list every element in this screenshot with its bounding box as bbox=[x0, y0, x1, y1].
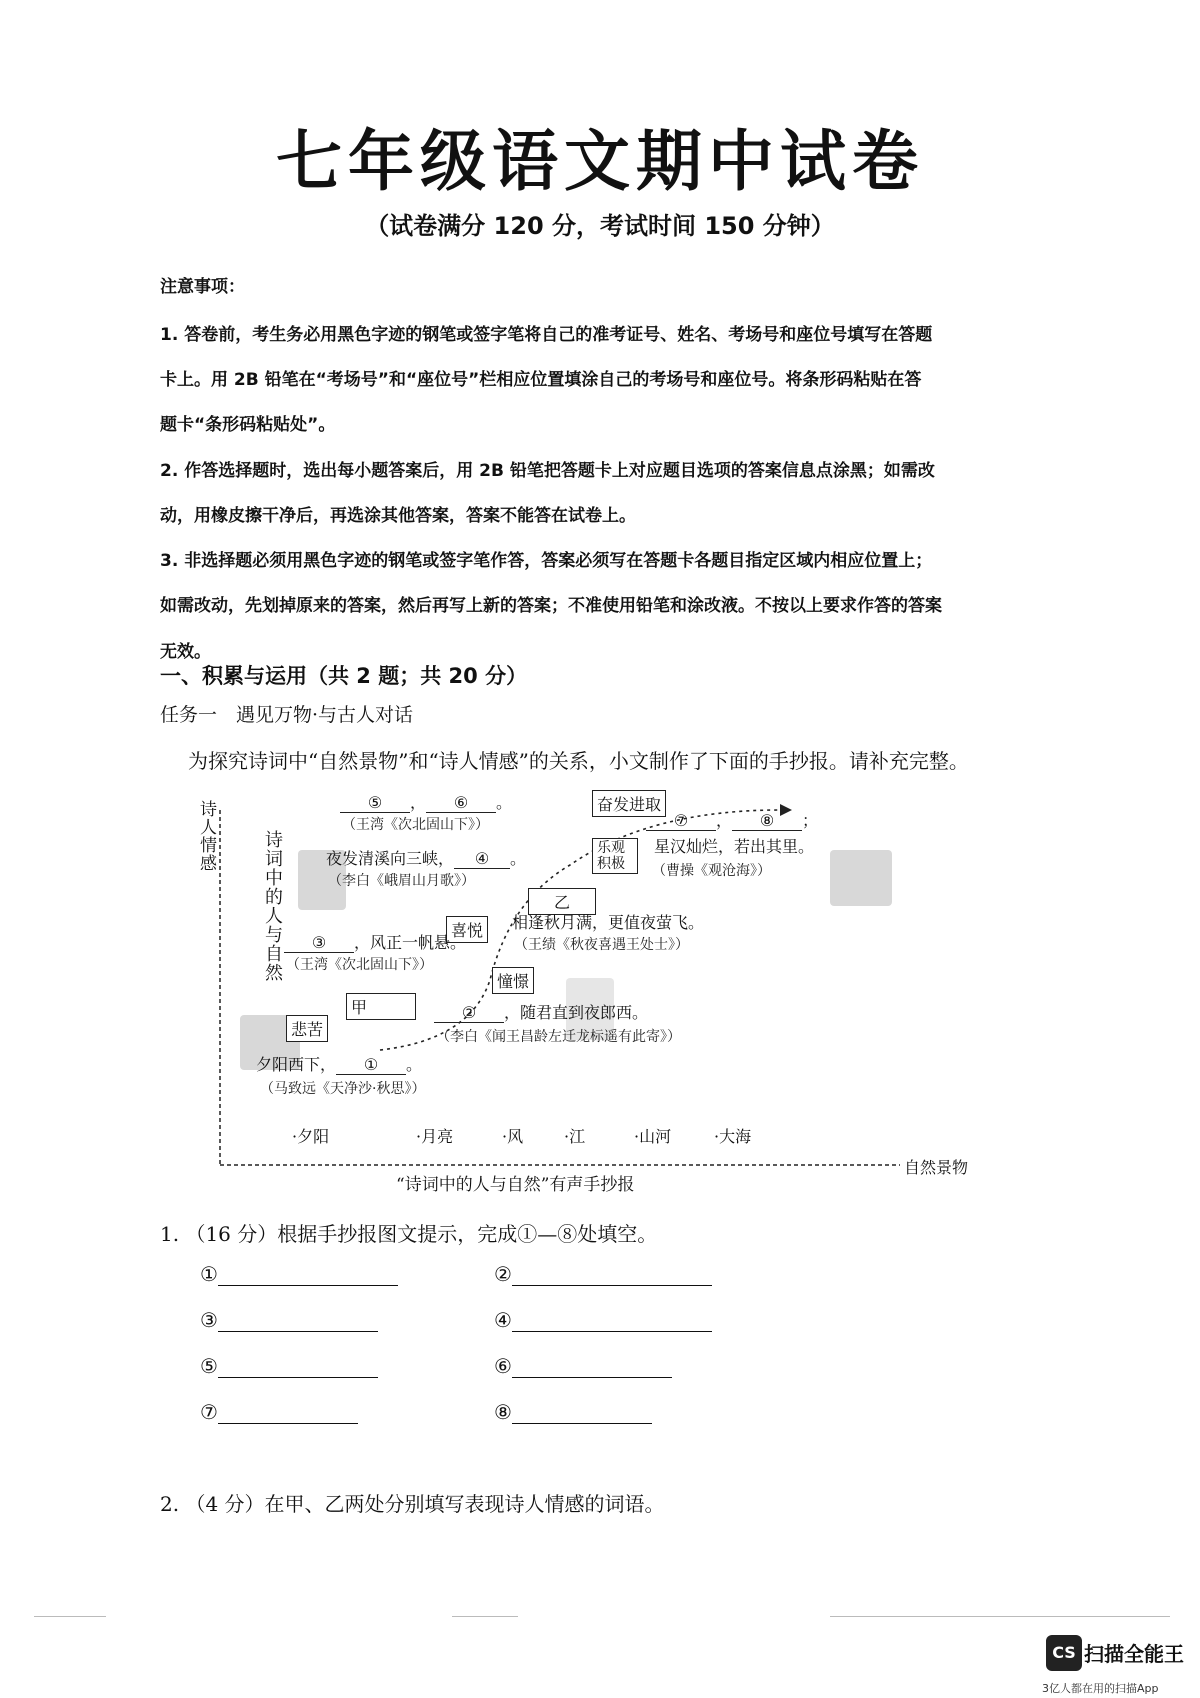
blank-3: ③ bbox=[284, 933, 354, 953]
x-axis-label: 自然景物 bbox=[904, 1158, 969, 1177]
note-line: 如需改动，先划掉原来的答案，然后再写上新的答案；不准使用铅笔和涂改液。不按以上要求作答的答案 bbox=[160, 596, 942, 616]
question-2: 2. （4 分）在甲、乙两处分别填写表现诗人情感的词语。 bbox=[160, 1492, 665, 1516]
note-line: 2. 作答选择题时，选出每小题答案后，用 2B 铅笔把答题卡上对应题目选项的答案信息点涂黑；如需改 bbox=[160, 461, 935, 481]
note-line: 无效。 bbox=[160, 642, 211, 662]
emotion-box-chonghui: 憧憬 bbox=[492, 967, 534, 994]
poem-blank-4: 夜发清溪向三峡， ④ 。 bbox=[326, 849, 527, 868]
answer-field-8[interactable]: ⑧ bbox=[494, 1400, 652, 1424]
poem-citation: （马致远《天净沙·秋思》） bbox=[260, 1081, 426, 1097]
question-1: 1. （16 分）根据手抄报图文提示，完成①—⑧处填空。 bbox=[160, 1222, 658, 1246]
x-item-river: ·江 bbox=[564, 1127, 586, 1146]
poem-citation: （李白《峨眉山月歌》） bbox=[328, 873, 475, 889]
blank-2: ② bbox=[434, 1003, 504, 1023]
poem-blanks-5-6: ⑤ ， ⑥ 。 bbox=[340, 790, 512, 813]
camscanner-name: 扫描全能王 bbox=[1084, 1642, 1184, 1666]
blank-1: ① bbox=[336, 1055, 406, 1075]
poem-citation: （曹操《观沧海》） bbox=[652, 863, 771, 879]
answer-field-4[interactable]: ④ bbox=[494, 1308, 712, 1332]
intro-text: 为探究诗词中“自然景物”和“诗人情感”的关系，小文制作了下面的手抄报。请补充完整。 bbox=[188, 749, 969, 773]
answer-field-1[interactable]: ① bbox=[200, 1262, 398, 1286]
footer-rule bbox=[830, 1616, 1170, 1617]
poem-blanks-7-8: ⑦ ， ⑧ ； bbox=[646, 808, 818, 831]
x-item-wind: ·风 bbox=[502, 1127, 524, 1146]
poem-line-qiuye: 相逢秋月满，更值夜萤飞。 bbox=[512, 913, 705, 932]
task-heading: 任务一 遇见万物·与古人对话 bbox=[160, 704, 414, 726]
blank-8: ⑧ bbox=[732, 811, 802, 831]
poem-citation: （王绩《秋夜喜遇王处士》） bbox=[514, 937, 689, 953]
poem-blank-1: 夕阳西下， ① 。 bbox=[256, 1055, 423, 1074]
handwritten-poster-diagram bbox=[180, 790, 1010, 1195]
answer-field-6[interactable]: ⑥ bbox=[494, 1354, 672, 1378]
footer-rule bbox=[34, 1616, 106, 1617]
emotion-box-beiku: 悲苦 bbox=[286, 1015, 328, 1042]
section-heading: 一、积累与运用（共 2 题；共 20 分） bbox=[160, 664, 528, 688]
diagram-side-title: 诗词中的人与自然 bbox=[262, 830, 283, 982]
camscanner-tagline: 3亿人都在用的扫描App bbox=[1042, 1682, 1159, 1695]
answer-field-5[interactable]: ⑤ bbox=[200, 1354, 378, 1378]
x-item-moon: ·月亮 bbox=[416, 1127, 454, 1146]
poem-blank-3: ③ ，风正一帆悬。 bbox=[284, 930, 466, 953]
x-item-mountains: ·山河 bbox=[634, 1127, 672, 1146]
emotion-box-fenfa: 奋发进取 bbox=[592, 790, 666, 817]
emotion-box-leguan: 乐观积极 bbox=[592, 838, 638, 874]
blank-4: ④ bbox=[454, 849, 510, 869]
camscanner-logo: CS bbox=[1046, 1635, 1082, 1671]
emotion-box-yi: 乙 bbox=[528, 888, 596, 915]
answer-field-2[interactable]: ② bbox=[494, 1262, 712, 1286]
footer-rule bbox=[452, 1616, 518, 1617]
answer-field-3[interactable]: ③ bbox=[200, 1308, 378, 1332]
diagram-caption: “诗词中的人与自然”有声手抄报 bbox=[396, 1175, 635, 1195]
exam-subtitle: （试卷满分 120 分，考试时间 150 分钟） bbox=[365, 212, 835, 240]
note-line: 1. 答卷前，考生务必用黑色字迹的钢笔或签字笔将自己的准考证号、姓名、考场号和座位号填写在答题 bbox=[160, 325, 933, 345]
emotion-box-xiyue: 喜悦 bbox=[446, 916, 488, 943]
blank-7: ⑦ bbox=[646, 811, 716, 831]
note-line: 动，用橡皮擦干净后，再选涂其他答案，答案不能答在试卷上。 bbox=[160, 506, 636, 526]
poem-citation: （李白《闻王昌龄左迁龙标遥有此寄》） bbox=[436, 1029, 681, 1045]
poem-citation: （王湾《次北固山下》） bbox=[286, 957, 433, 973]
notes-heading: 注意事项： bbox=[160, 277, 245, 297]
note-line: 题卡“条形码粘贴处”。 bbox=[160, 415, 336, 435]
poem-blank-2: ② ，随君直到夜郎西。 bbox=[434, 1000, 648, 1023]
emotion-box-jia: 甲 bbox=[346, 993, 416, 1020]
page-title: 七年级语文期中试卷 bbox=[276, 123, 924, 200]
answer-field-7[interactable]: ⑦ bbox=[200, 1400, 358, 1424]
sea-rock-illustration bbox=[830, 850, 892, 906]
blank-5: ⑤ bbox=[340, 793, 410, 813]
x-item-sunset: ·夕阳 bbox=[292, 1127, 330, 1146]
note-line: 卡上。用 2B 铅笔在“考场号”和“座位号”栏相应位置填涂自己的考场号和座位号。将条形码粘贴在答 bbox=[160, 370, 922, 390]
y-axis-label: 诗人情感 bbox=[196, 800, 216, 872]
x-item-sea: ·大海 bbox=[714, 1127, 752, 1146]
note-line: 3. 非选择题必须用黑色字迹的钢笔或签字笔作答，答案必须写在答题卡各题目指定区域内相应位置上； bbox=[160, 551, 933, 571]
poem-line-guanhai: 星汉灿烂，若出其里。 bbox=[654, 837, 815, 856]
blank-6: ⑥ bbox=[426, 793, 496, 813]
poem-citation: （王湾《次北固山下》） bbox=[342, 817, 489, 833]
